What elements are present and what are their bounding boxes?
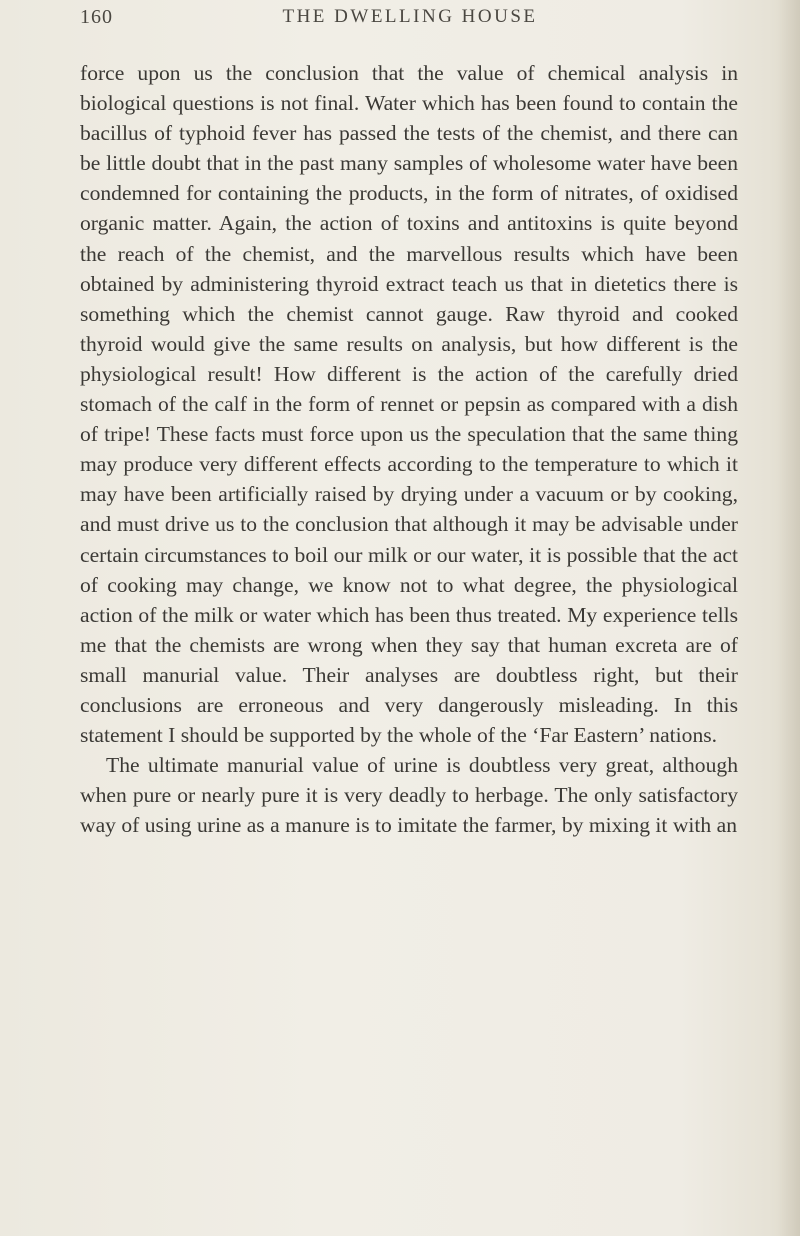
body-text <box>80 58 738 840</box>
page-edge-shadow <box>778 0 800 1236</box>
paragraph-1: force upon us the conclusion that the value of chemical analysis in biological questions is not final. Water which has been found to contain the bacillus of typhoid fever has passed the tests of the chemist, and there can be little doubt that in the past many samples of wholesome water have been condemned for containing the products, in the form of nitrates, of oxidised organic matter. Again, the action of toxins and antitoxins is quite beyond the reach of the chemist, and the marvellous results which have been obtained by administering thyroid extract teach us that in dietetics there is something which the chemist cannot gauge. Raw thyroid and cooked thyroid would give the same results on analysis, but how different is the physiological result! How different is the action of the carefully dried stomach of the calf in the form of rennet or pepsin as compared with a dish of tripe! These facts must force upon us the speculation that the same thing may produce very different effects according to the temperature to which it may have been artificially raised by drying under a vacuum or by cooking, and must drive us to the conclusion that although it may be advisable under certain circumstances to boil our milk or our water, it is possible that the act of cooking may change, we know not to what degree, the physiological action of the milk or water which has been thus treated. My experience tells me that the chemists are wrong when they say that human excreta are of small manurial value. Their analyses are doubtless right, but their conclusions are erroneous and very dangerously misleading. In this statement I should be supported by the whole of the ‘Far Eastern’ nations. <box>80 61 738 748</box>
page-number: 160 <box>80 6 113 28</box>
paragraph-2: The ultimate manurial value of urine is doubtless very great, although when pure or nearly pure it is very deadly to herbage. The only satisfactory way of using urine as a manure is to imitate the farmer, by mixing it with an <box>80 753 738 838</box>
page-header <box>80 6 740 36</box>
running-title: THE DWELLING HOUSE <box>282 6 538 27</box>
